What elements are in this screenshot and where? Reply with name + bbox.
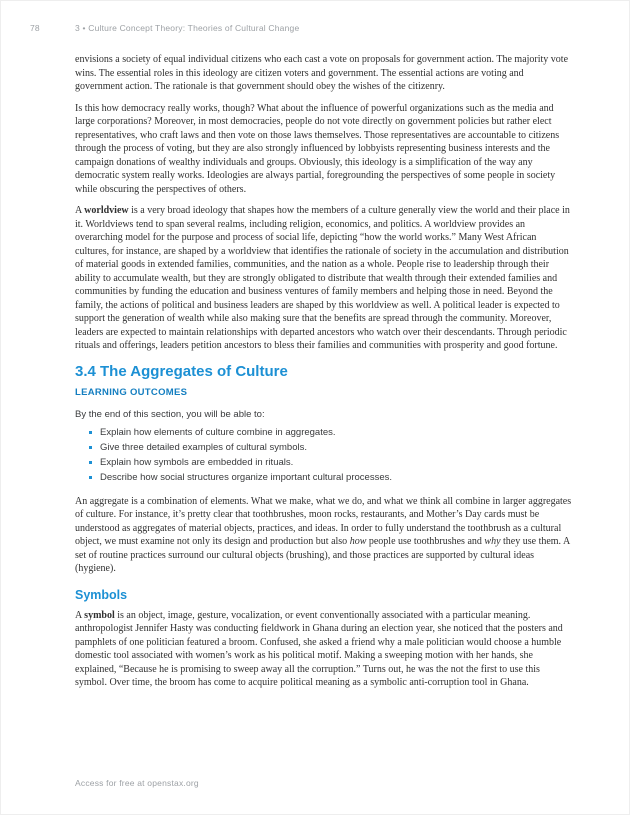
paragraph-worldview — [75, 204, 572, 353]
learning-outcomes-label: LEARNING OUTCOMES — [75, 386, 188, 398]
paragraph-aggregates-c: they use them. A set of routine practices surround our cultural objects (brushing), and those practices are supported by cultural ideas (hygiene). — [75, 536, 570, 574]
learning-outcome-item: Explain how elements of culture combine in aggregates. — [87, 425, 572, 440]
key-term-symbol: symbol — [84, 609, 115, 621]
paragraph-democracy-critique: Is this how democracy really works, though? What about the influence of powerful organizations such as the media and large corporations? Moreover, in most democracies, people do not vote directly on government policies but rather elect representatives, who craft laws and then vote on those laws themselves. Those representatives are accountable to citizens through the process of voting, but they are also strongly influenced by lobbyists representing business interests and the campaign donations of wealthy individuals and groups. Obviously, this ideology is a simplification of the way any democratic system really works. Ideologies are always partial, foregrounding the perspectives of some people in society while obscuring the perspectives of others. — [75, 102, 560, 195]
section-heading: 3.4 The Aggregates of Culture — [75, 362, 288, 380]
page-number: 78 — [30, 23, 40, 33]
paragraph-aggregates — [75, 495, 572, 576]
learning-outcome-item: Explain how symbols are embedded in rituals. — [87, 455, 572, 470]
running-title: 3 • Culture Concept Theory: Theories of Cultural Change — [75, 23, 300, 33]
emphasis-how: how — [349, 536, 367, 547]
paragraph-aggregates-a: An aggregate is a combination of elements. What we make, what we do, and what we think all combine in larger aggregates of culture. For instance, it’s pretty clear that toothbrushes, moon rocks, restaurants, and Mother’s Day cards must be understood as aggregates of material objects, practices, and ideas. In order to fully understand the toothbrush as a cultural object, we must examine not only its design and production but also — [75, 495, 572, 547]
text-column — [75, 53, 572, 698]
footer-access-note: Access for free at openstax.org — [75, 778, 199, 788]
learning-outcome-item: Give three detailed examples of cultural symbols. — [87, 440, 572, 455]
learning-outcomes-intro: By the end of this section, you will be able to: — [75, 408, 265, 420]
key-term-worldview: worldview — [84, 205, 129, 216]
paragraph-symbol-rest: is an object, image, gesture, vocalization, or event conventionally associated with a particular meaning. anthropologist Jennifer Hasty was conducting fieldwork in Ghana during an election year, she noticed that the posters and pamphlets of one politician featured a broom. Confused, she asked a friend why a male politician would choose a humble domestic tool associated with women’s work as his political motif. Making a sweeping motion with her hands, she explained, “Because he is promising to sweep away all the corruption.” Turns out, he was the not the first to use this symbol. Over time, the broom has come to acquire political meaning as a symbolic anti-corruption tool in Ghana. — [75, 609, 563, 688]
paragraph-symbol — [75, 609, 572, 690]
symbols-subheading: Symbols — [75, 587, 128, 602]
learning-outcome-item: Describe how social structures organize important cultural processes. — [87, 470, 572, 485]
emphasis-why: why — [484, 536, 501, 547]
paragraph-worldview-lead: A — [75, 205, 85, 216]
paragraph-aggregates-b: people use toothbrushes and — [366, 536, 485, 547]
paragraph-symbol-lead: A — [75, 609, 85, 621]
paragraph-ideology-democracy: envisions a society of equal individual citizens who each cast a vote on proposals for government action. The majority vote wins. The essential roles in this ideology are citizen voters and government. The essential actions are voting and government action. The rationale is that government should obey the wishes of the citizenry. — [75, 54, 569, 92]
paragraph-worldview-rest: is a very broad ideology that shapes how the members of a culture generally view the world and their place in it. Worldviews tend to span several realms, including religion, economics, and politics. A worldview provides an overarching model for the purpose and process of social life, depicting “how the world works.” Many West African cultures, for instance, are shaped by a worldview that identifies the rationale of society in the accumulation and distribution of material goods in extended families, communities, and the nation as a whole. People rise to leadership through their ability to accumulate wealth, but they are strongly obligated to distribute that wealth through their extended families and communities by funding the education and business ventures of family members and helping those in need. Beyond the family, the actions of political and business leaders are shaped by this worldview as well. A political leader is expected to support the generation of wealth while also making sure that the benefits are spread through the community. Moreover, leaders are expected to maintain relationships with departed ancestors who watch over their descendants. Through periodic rituals and offerings, leaders petition ancestors to bless their families and communities with prosperity and good fortune. — [75, 205, 570, 351]
learning-outcomes-list — [75, 425, 572, 485]
